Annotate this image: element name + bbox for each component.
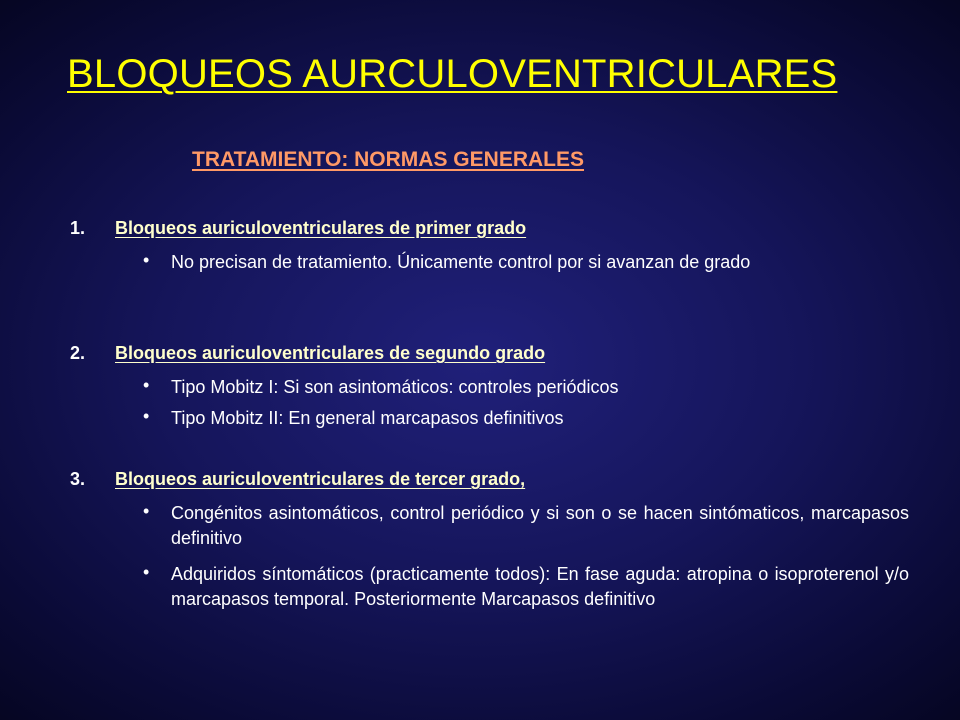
- bullet-glyph: •: [143, 562, 150, 582]
- bullet-glyph: •: [143, 501, 150, 521]
- section-number: 1.: [70, 218, 86, 238]
- bullet-glyph: •: [143, 250, 150, 270]
- slide-title: BLOQUEOS AURCULOVENTRICULARES: [67, 52, 838, 96]
- bullet-text: No precisan de tratamiento. Únicamente control por si avanzan de grado: [171, 252, 751, 272]
- slide-subtitle: TRATAMIENTO: NORMAS GENERALES: [192, 148, 584, 171]
- section-number: 2.: [70, 343, 86, 363]
- bullet-text: Congénitos asintomáticos, control periódico y si son o se hacen sintómaticos, marcapasos definitivo: [171, 503, 909, 548]
- section-heading: Bloqueos auriculoventriculares de primer grado: [115, 218, 527, 238]
- section-heading: Bloqueos auriculoventriculares de segundo grado: [115, 343, 546, 363]
- bullet-text: Adquiridos síntomáticos (practicamente todos): En fase aguda: atropina o isoproterenol y/o marcapasos temporal. Posteriormente Marcapasos definitivo: [171, 564, 909, 609]
- bullet-glyph: •: [143, 375, 150, 395]
- section-heading: Bloqueos auriculoventriculares de tercer grado,: [115, 469, 526, 489]
- section-number: 3.: [70, 469, 86, 489]
- bullet-glyph: •: [143, 406, 150, 426]
- bullet-text: Tipo Mobitz I: Si son asintomáticos: controles periódicos: [171, 377, 619, 397]
- bullet-text: Tipo Mobitz II: En general marcapasos definitivos: [171, 408, 564, 428]
